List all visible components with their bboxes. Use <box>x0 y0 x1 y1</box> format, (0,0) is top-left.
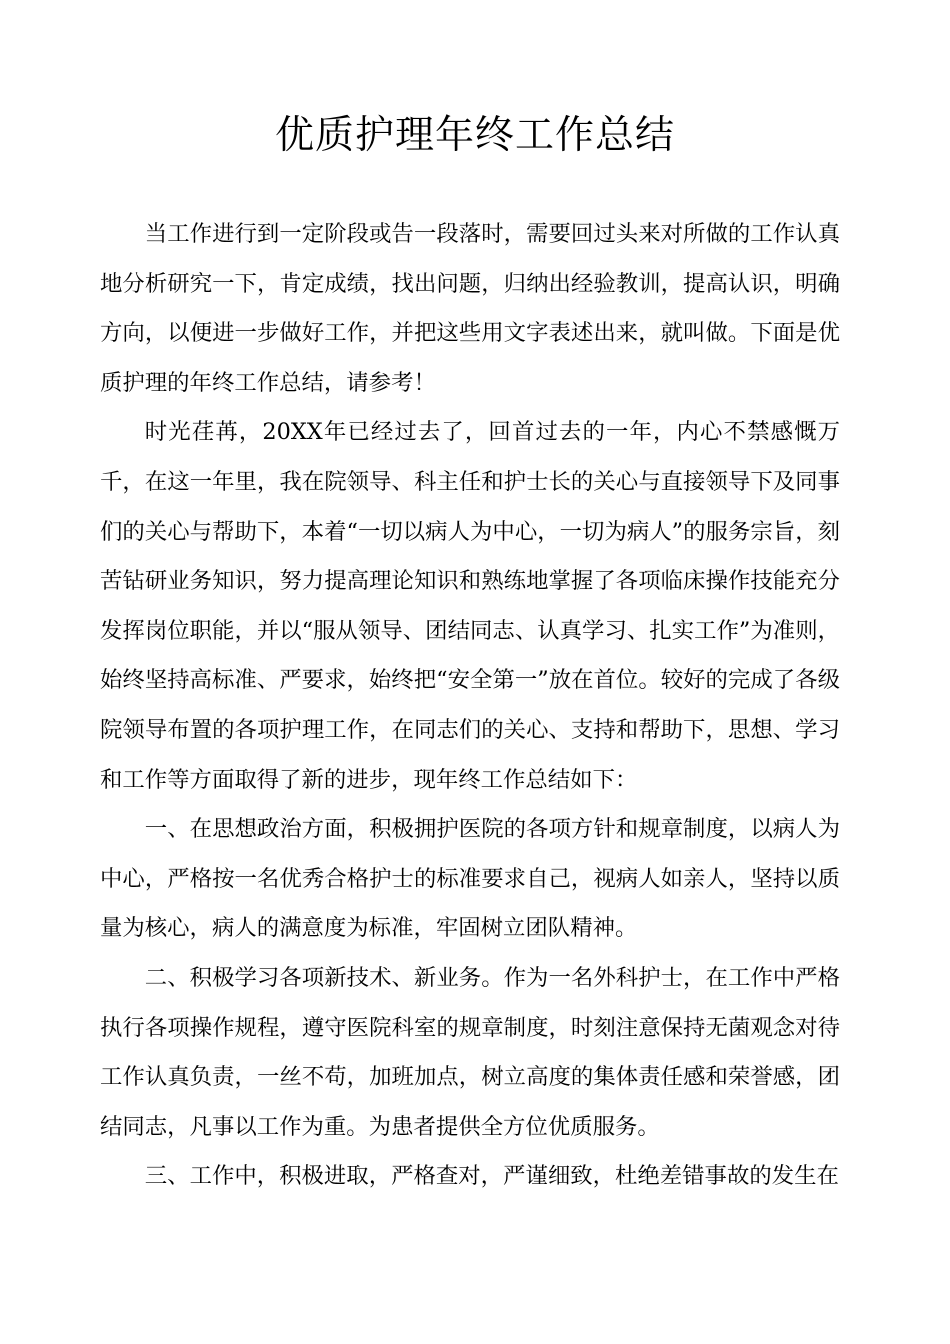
paragraph-review: 时光荏苒，20XX年已经过去了，回首过去的一年，内心不禁感慨万千，在这一年里，我在院领导、科主任和护士长的关心与直接领导下及同事们的关心与帮助下，本着“一切以病人为中心，一切为病人”的服务宗旨，刻苦钻研业务知识，努力提高理论知识和熟练地掌握了各项临床操作技能充分发挥岗位职能，并以“服从领导、团结同志、认真学习、扎实工作”为准则，始终坚持高标准、严要求，始终把“安全第一”放在首位。较好的完成了各级院领导布置的各项护理工作，在同志们的关心、支持和帮助下，思想、学习和工作等方面取得了新的进步，现年终工作总结如下： <box>100 419 840 793</box>
document-title: 优质护理年终工作总结 <box>274 113 675 158</box>
document-body <box>100 210 840 1202</box>
paragraph-section-2: 二、积极学习各项新技术、新业务。作为一名外科护士，在工作中严格执行各项操作规程，遵守医院科室的规章制度，时刻注意保持无菌观念对待工作认真负责，一丝不苟，加班加点，树立高度的集体责任感和荣誉感，团结同志，凡事以工作为重。为患者提供全方位优质服务。 <box>100 964 840 1140</box>
paragraph-intro: 当工作进行到一定阶段或告一段落时，需要回过头来对所做的工作认真地分析研究一下，肯定成绩，找出问题，归纳出经验教训，提高认识，明确方向，以便进一步做好工作，并把这些用文字表述出来，就叫做。下面是优质护理的年终工作总结，请参考！ <box>100 221 840 396</box>
paragraph-section-1: 一、在思想政治方面，积极拥护医院的各项方针和规章制度，以病人为中心，严格按一名优秀合格护士的标准要求自己，视病人如亲人，坚持以质量为核心，病人的满意度为标准，牢固树立团队精神。 <box>100 816 840 942</box>
paragraph-section-3: 三、工作中，积极进取，严格查对，严谨细致，杜绝差错事故的发生在 <box>144 1163 839 1190</box>
